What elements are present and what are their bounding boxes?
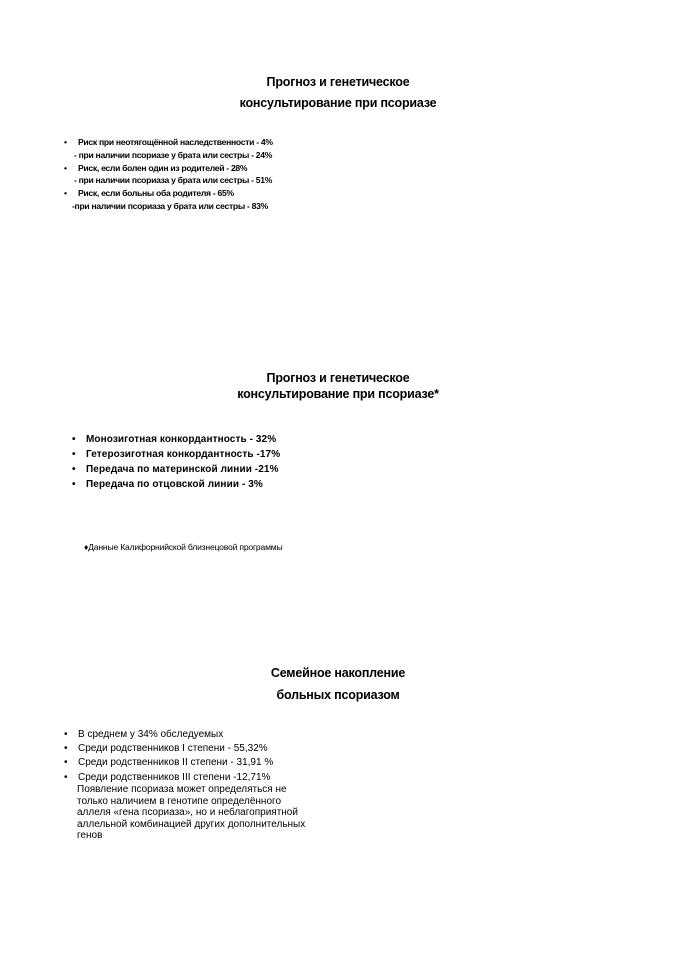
list-item: [64, 742, 273, 756]
list-item-text: Среди родственников III степени -12,71%: [78, 771, 271, 783]
list-item-text: Среди родственников II степени - 31,91 %: [78, 757, 274, 769]
slide-3-family-list: [64, 728, 274, 785]
slide-2-concordance-list: [72, 432, 281, 492]
slide-3-paragraph: [77, 784, 327, 842]
list-item: [64, 728, 273, 742]
list-item: [74, 149, 273, 162]
list-item-text: Передача по отцовской линии - 3%: [86, 479, 263, 490]
list-item: [64, 187, 273, 200]
list-item-text: Гетерозиготная конкордантность -17%: [86, 449, 281, 460]
slide-2-title-line-1: Прогноз и генетическое: [266, 371, 410, 385]
slide-1-title-line-2: консультирование при псориазе: [239, 96, 437, 110]
list-item: [72, 477, 280, 492]
list-item-text: Передача по материнской линии -21%: [86, 464, 279, 475]
bullet-icon: •: [72, 464, 76, 475]
list-item: [74, 174, 273, 187]
list-item-text: В среднем у 34% обследуемых: [78, 729, 224, 740]
bullet-icon: •: [64, 137, 67, 147]
bullet-icon: •: [64, 757, 68, 769]
list-item-text: - при наличии псориаза у брата или сестры - 51%: [74, 175, 273, 186]
paragraph-line: аллеля «гена псориаза», но и неблагоприятной: [77, 807, 298, 819]
list-item: [72, 432, 280, 447]
slide-2: [0, 370, 676, 552]
list-item: [64, 162, 273, 175]
list-item: [72, 462, 280, 477]
bullet-icon: •: [72, 479, 76, 490]
list-item-text: Среди родственников I степени - 55,32%: [78, 743, 268, 755]
slide-1-risk-list: [64, 136, 273, 213]
slide-1-title-line-1: Прогноз и генетическое: [266, 75, 410, 89]
list-item: [64, 771, 273, 785]
list-item: [72, 200, 273, 213]
slide-3-title: [0, 662, 676, 706]
paragraph-line: только наличием в генотипе определённого: [77, 795, 281, 807]
slide-2-footnote: ♦Данные Калифорнийской близнецовой программы: [84, 542, 283, 552]
list-item: [72, 447, 281, 462]
list-item: [64, 136, 273, 149]
paragraph-line: аллельной комбинацией других дополнительных: [77, 818, 306, 830]
slide-2-title-line-2: консультирование при псориазе*: [237, 387, 439, 401]
bullet-icon: •: [64, 729, 68, 740]
list-item-text: Риск, если больны оба родителя - 65%: [78, 188, 234, 199]
list-item-text: Риск, если болен один из родителей - 28%: [78, 162, 248, 173]
slide-3-title-line-1: Семейное накопление: [270, 666, 406, 680]
paragraph-line: Появление псориаза может определяться не: [77, 784, 287, 795]
bullet-icon: •: [64, 743, 68, 755]
bullet-icon: •: [64, 771, 68, 783]
slide-2-title: [0, 370, 676, 402]
paragraph-line: генов: [77, 830, 103, 842]
bullet-icon: •: [72, 449, 76, 460]
bullet-icon: •: [64, 162, 67, 173]
slide-1: [0, 72, 676, 211]
list-item-text: Риск при неотягощённой наследственности - 4%: [78, 137, 273, 147]
list-item: [64, 756, 274, 770]
slide-3-title-line-2: больных псориазом: [276, 688, 400, 702]
slide-1-title: [0, 72, 676, 114]
list-item-text: -при наличии псориаза у брата или сестры - 83%: [72, 200, 268, 211]
bullet-icon: •: [72, 434, 76, 445]
slide-3: [0, 662, 676, 842]
list-item-text: - при наличии псориазе у брата или сестры - 24%: [74, 149, 273, 160]
list-item-text: Монозиготная конкордантность - 32%: [86, 434, 277, 445]
bullet-icon: •: [64, 188, 67, 199]
